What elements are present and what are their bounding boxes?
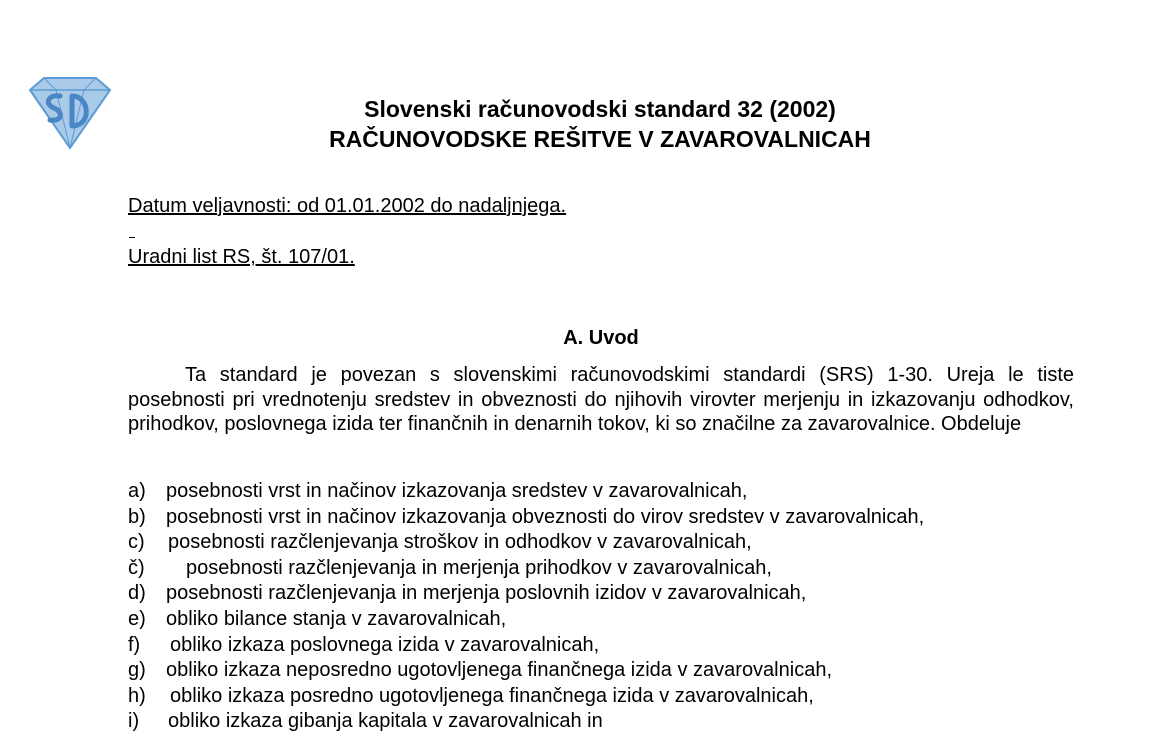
list-item-letter: g) (128, 659, 146, 682)
list-item-letter: f) (128, 633, 141, 656)
list-item-text: obliko izkaza poslovnega izida v zavarovalnicah, (170, 633, 600, 656)
list-item-text: posebnosti vrst in načinov izkazovanja sredstev v zavarovalnicah, (166, 480, 748, 502)
srs-logo-icon (26, 76, 112, 150)
title-line-1: Slovenski računovodski standard 32 (2002) (364, 96, 836, 122)
list-item-letter: č) (128, 556, 145, 579)
list-item-text: obliko bilance stanja v zavarovalnicah, (166, 607, 507, 630)
list-item (128, 479, 1088, 505)
list-item-letter: e) (128, 607, 146, 630)
list-item-text: obliko izkaza gibanja kapitala v zavarovalnicah in (168, 710, 603, 733)
list-item (128, 658, 1088, 684)
validity-date: Datum veljavnosti: od 01.01.2002 do nadaljnjega. (128, 195, 567, 217)
list-item (128, 581, 1088, 607)
list-item-letter: d) (128, 582, 146, 605)
list-item-letter: c) (128, 531, 145, 554)
list-item (128, 556, 1088, 582)
list-item (128, 684, 1088, 710)
list-item (128, 607, 1088, 633)
list-item-text: posebnosti razčlenjevanja in merjenja poslovnih izidov v zavarovalnicah, (166, 582, 807, 605)
list-item-letter: i) (128, 710, 140, 733)
list-item (128, 633, 1088, 659)
scope-list (128, 479, 1088, 735)
intro-paragraph: Ta standard je povezan s slovenskimi računovodskimi standardi (SRS) 1-30. Ureja le tiste posebnosti pri vrednotenju sredstev in obveznosti do njihovih virovter merjenju in izkazovanju odhodkov, prihodkov, poslovnega izida ter finančnih in denarnih tokov, ki so značilne za zavarovalnice. Obdeluje (128, 364, 1074, 435)
list-item-letter: a) (128, 480, 146, 502)
list-item (128, 505, 1088, 531)
list-item (128, 709, 1088, 735)
list-item-text: posebnosti razčlenjevanja in merjenja prihodkov v zavarovalnicah, (186, 556, 772, 579)
list-item-text: obliko izkaza posredno ugotovljenega finančnega izida v zavarovalnicah, (170, 684, 814, 707)
list-item-text: posebnosti razčlenjevanja stroškov in odhodkov v zavarovalnicah, (168, 531, 752, 554)
list-item-text: posebnosti vrst in načinov izkazovanja obveznosti do virov sredstev v zavarovalnicah, (166, 505, 925, 528)
document-title (180, 94, 1020, 154)
list-item-letter: b) (128, 505, 146, 528)
official-gazette-reference: Uradni list RS, št. 107/01. (128, 246, 355, 268)
list-item-letter: h) (128, 684, 146, 707)
list-item (128, 530, 1088, 556)
title-line-2: RAČUNOVODSKE REŠITVE V ZAVAROVALNICAH (329, 126, 871, 152)
section-heading: A. Uvod (563, 327, 639, 349)
list-item-text: obliko izkaza neposredno ugotovljenega finančnega izida v zavarovalnicah, (166, 659, 832, 682)
divider-mark (129, 237, 135, 238)
